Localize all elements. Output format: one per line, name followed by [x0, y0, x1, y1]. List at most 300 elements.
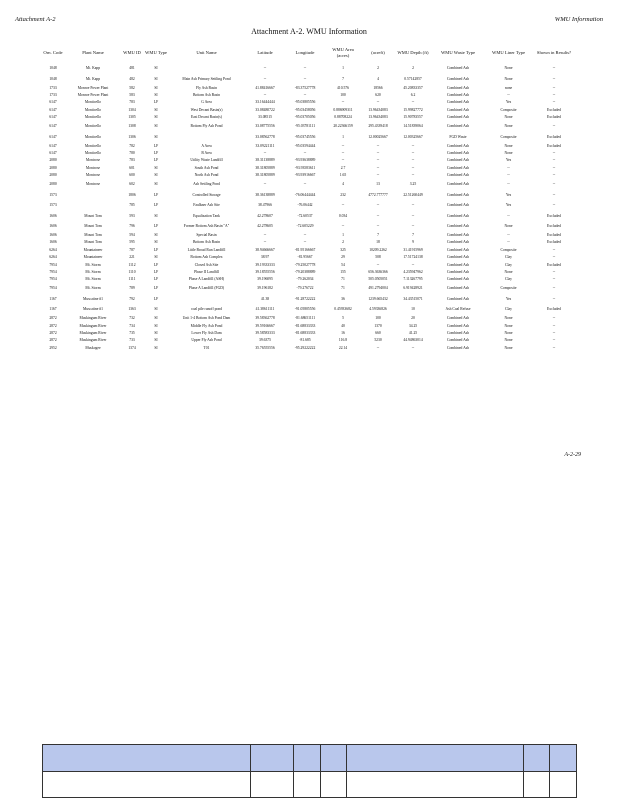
table-cell: --	[552, 255, 556, 260]
table-cell: Mt. Storm	[85, 277, 101, 282]
empty-cell	[347, 772, 523, 798]
column-header: Latitude	[257, 49, 273, 55]
table-row	[40, 63, 576, 74]
table-cell: LF	[153, 277, 159, 282]
table-cell: -95.03705056	[294, 115, 316, 120]
table-cell: 6147	[49, 107, 57, 112]
table-cell: 0.886909311	[333, 107, 353, 112]
table-cell: 40	[341, 323, 345, 328]
table-row	[40, 231, 576, 238]
table-cell: 22.14	[338, 345, 348, 350]
table-cell: Closed Ash Site	[194, 262, 219, 267]
table-cell: None	[504, 338, 513, 343]
table-cell: SI	[154, 173, 158, 178]
table-row	[40, 322, 576, 329]
table-row	[40, 210, 576, 221]
table-cell: Mountaineer	[83, 247, 103, 252]
table-header-row	[40, 46, 576, 63]
table-cell: Yes	[505, 296, 512, 301]
table-cell: None	[504, 330, 513, 335]
table-cell: Combined Ash	[446, 92, 470, 97]
table-cell: 29	[341, 255, 345, 260]
table-cell: 100	[375, 316, 381, 321]
table-cell: 34.25	[408, 323, 418, 328]
table-cell: --	[411, 345, 415, 350]
table-cell: 582	[129, 85, 135, 90]
table-cell: Composite	[500, 107, 517, 112]
column-header: WMU Type	[145, 49, 167, 55]
table-cell: Combined Ash	[446, 165, 470, 170]
table-cell: Muskogee	[85, 345, 101, 350]
table-cell: 33.08480722	[255, 107, 275, 112]
table-cell: coal pile runoff pond	[191, 307, 222, 312]
table-cell: 7954	[49, 277, 57, 282]
table-cell: 5	[342, 316, 344, 321]
table-cell: Composite	[500, 134, 517, 139]
table-cell: West Decant Basin(s)	[190, 107, 223, 112]
table-cell: Upper Fly Ash Pond	[191, 338, 222, 343]
table-cell: Special Basin	[196, 232, 217, 237]
table-cell: 2872	[49, 316, 57, 321]
table-cell: 6147	[49, 134, 57, 139]
table-cell: Combined Ash	[446, 232, 470, 237]
table-row	[40, 200, 576, 211]
table-cell: --	[507, 173, 510, 178]
table-cell: 155	[340, 269, 346, 274]
table-cell: 38.31138889	[255, 158, 275, 163]
table-cell: 789	[129, 286, 135, 291]
table-cell: --	[552, 85, 556, 90]
table-cell: --	[341, 203, 345, 208]
table-cell: 44.94863014	[403, 338, 423, 343]
table-cell: -81.95667	[297, 255, 313, 260]
table-cell: 10	[411, 307, 415, 312]
table-row	[40, 268, 576, 275]
table-cell: 41.25	[408, 330, 418, 335]
table-cell: Monticello	[84, 150, 102, 155]
table-cell: -93.93638889	[294, 158, 316, 163]
table-cell: Excluded	[547, 134, 561, 139]
table-cell: 3.25	[409, 182, 417, 187]
table-cell: Montrose	[85, 182, 101, 187]
column-header: Plant Name	[82, 49, 104, 55]
table-cell: --	[376, 143, 380, 148]
table-cell: 7	[342, 76, 344, 81]
table-row	[40, 189, 576, 200]
table-cell: Yes	[505, 192, 512, 197]
table-body	[40, 63, 576, 352]
table-cell: --	[552, 182, 556, 187]
table-cell: Composite	[500, 247, 517, 252]
table-cell: Excluded	[547, 232, 561, 237]
table-cell: Combined Ash	[446, 269, 470, 274]
table-cell: 1308	[128, 124, 136, 129]
table-cell: --	[507, 92, 510, 97]
table-cell: Excluded	[547, 213, 561, 218]
table-cell: 5230	[374, 338, 382, 343]
table-cell: SI	[154, 338, 158, 343]
table-cell: 232	[340, 192, 346, 197]
table-cell: 2	[377, 66, 379, 71]
table-cell: Muskingum River	[79, 330, 107, 335]
table-cell: 39.58362778	[255, 316, 275, 321]
table-cell: 1606	[49, 224, 57, 229]
table-cell: Combined Ash	[446, 286, 470, 291]
table-cell: --	[376, 100, 380, 105]
table-cell: Excluded	[547, 143, 561, 148]
table-cell: Fly Ash Basin	[196, 85, 217, 90]
table-cell: 39.18555556	[255, 269, 275, 274]
table-cell: 7954	[49, 269, 57, 274]
table-cell: Excluded	[547, 262, 561, 267]
table-cell: FGD Waste	[449, 134, 467, 139]
table-cell: --	[411, 100, 415, 105]
table-cell: --	[263, 76, 267, 81]
table-cell: 10209.2262	[369, 247, 387, 252]
table-cell: --	[552, 277, 556, 282]
table-row	[40, 172, 576, 179]
table-row	[40, 157, 576, 164]
table-cell: 583	[129, 92, 135, 97]
table-cell: --	[376, 150, 380, 155]
table-cell: SI	[154, 316, 158, 321]
table-cell: -95.03594444	[294, 143, 316, 148]
table-cell: 2	[342, 240, 344, 245]
header-cell	[320, 745, 347, 772]
table-cell: --	[507, 165, 510, 170]
table-cell: --	[411, 224, 415, 229]
table-row	[40, 337, 576, 344]
table-cell: Mt. Storm	[85, 269, 101, 274]
table-cell: Montrose	[85, 165, 101, 170]
table-cell: None	[504, 224, 513, 229]
table-cell: Mt. Kapp	[85, 76, 101, 81]
table-cell: 602	[129, 182, 135, 187]
table-cell: SI	[154, 165, 158, 170]
table-cell: --	[376, 158, 380, 163]
table-row	[40, 142, 576, 149]
table-cell: Yes	[505, 158, 512, 163]
table-cell: 792	[129, 296, 135, 301]
table-cell: Mount Tom	[84, 240, 102, 245]
table-cell: Combined Ash	[446, 66, 470, 71]
next-page-table-header	[42, 744, 577, 798]
table-cell: 15.90783557	[403, 115, 423, 120]
table-cell: Mt. Storm	[85, 262, 101, 267]
table-cell: LF	[153, 158, 159, 163]
table-cell: G Area	[201, 100, 212, 105]
table-cell: --	[507, 232, 510, 237]
table-cell: Montrose	[85, 173, 101, 178]
column-header: Shown in Results?	[536, 49, 572, 55]
table-cell: Clay	[505, 307, 512, 312]
table-cell: 12.00325667	[403, 134, 423, 139]
table-cell: --	[552, 100, 556, 105]
table-cell: --	[341, 150, 345, 155]
table-cell: 33.08515	[258, 115, 272, 120]
table-cell: --	[411, 203, 415, 208]
table-cell: --	[552, 150, 556, 155]
table-row	[40, 221, 576, 232]
table-cell: 39.6375	[259, 338, 271, 343]
table-cell: 116.8	[338, 338, 348, 343]
table-cell: LF	[153, 192, 159, 197]
table-cell: --	[552, 330, 556, 335]
table-cell: Combined Ash	[446, 85, 470, 90]
table-cell: Combined Ash	[446, 192, 470, 197]
table-cell: 783	[129, 158, 135, 163]
table-cell: 6.919428921	[403, 286, 423, 291]
table-cell: -79.276722	[296, 286, 314, 291]
table-cell: Combined Ash	[446, 345, 470, 350]
table-cell: 39.196182	[257, 286, 273, 291]
table-cell: Combined Ash	[446, 224, 470, 229]
table-cell: SI	[154, 182, 158, 187]
table-cell: 1305	[128, 115, 136, 120]
table-cell: 2080	[49, 173, 57, 178]
table-cell: 18	[376, 240, 380, 245]
table-cell: 734	[129, 323, 135, 328]
table-cell: 4	[377, 76, 379, 81]
table-cell: None	[504, 269, 513, 274]
table-cell: Muscatine #1	[83, 307, 103, 312]
table-cell: 295.4339418	[368, 124, 388, 129]
table-cell: --	[376, 203, 380, 208]
table-cell: 1306	[128, 134, 136, 139]
table-cell: --	[507, 182, 510, 187]
table-row	[40, 304, 576, 315]
table-cell: LF	[153, 262, 159, 267]
table-cell: Clay	[505, 262, 512, 267]
table-cell: Combined Ash	[446, 203, 470, 208]
table-cell: --	[552, 316, 556, 321]
table-cell: Muscatine #1	[83, 296, 103, 301]
table-cell: Combined Ash	[446, 150, 470, 155]
table-cell: 39.58583333	[255, 330, 275, 335]
table-cell: 7.113267795	[403, 277, 423, 282]
table-cell: -79.25027778	[294, 262, 316, 267]
table-cell: 7	[377, 232, 379, 237]
table-cell: --	[507, 213, 510, 218]
table-cell: Combined Ash	[446, 124, 470, 129]
table-cell: --	[507, 240, 510, 245]
table-cell: None	[504, 316, 513, 321]
table-cell: --	[341, 158, 345, 163]
table-cell: Phase II Landfill	[194, 269, 219, 274]
table-cell: --	[376, 213, 380, 218]
table-cell: Combined Ash	[446, 316, 470, 321]
table-cell: --	[411, 213, 415, 218]
table-cell	[168, 131, 245, 142]
table-cell: 17.51724138	[403, 255, 423, 260]
table-row	[40, 121, 576, 132]
table-cell: Combined Ash	[446, 330, 470, 335]
table-cell: 1806	[128, 192, 136, 197]
table-cell: None	[504, 323, 513, 328]
table-cell: 2080	[49, 182, 57, 187]
table-cell: LF	[153, 143, 159, 148]
running-header-left: Attachment A-2	[15, 16, 56, 23]
table-cell: --	[552, 296, 556, 301]
table-cell: Monticello	[84, 143, 102, 148]
table-cell	[168, 294, 245, 305]
table-cell: 660	[375, 330, 381, 335]
table-cell: 735	[129, 330, 135, 335]
table-cell: Utility Waste Landfill	[190, 158, 223, 163]
table-cell: 38.94666667	[255, 247, 275, 252]
table-cell: B Area	[201, 150, 212, 155]
table-cell: Monticello	[84, 100, 102, 105]
table-cell: SI	[154, 124, 158, 129]
table-cell: 1111	[128, 277, 136, 282]
header-cell	[523, 745, 550, 772]
table-cell: Clay	[505, 255, 512, 260]
table-cell: 7954	[49, 286, 57, 291]
empty-cell	[293, 772, 320, 798]
table-cell: Ash Settling Pond	[193, 182, 220, 187]
table-cell: Controlled Storage	[192, 192, 221, 197]
table-cell: 1048	[49, 66, 57, 71]
table-cell: Muskingum River	[79, 323, 107, 328]
table-cell: -91.28722222	[294, 296, 316, 301]
table-cell: A Area	[201, 143, 212, 148]
table-cell: 7	[412, 232, 414, 237]
table-row	[40, 74, 576, 85]
column-header: (acreft)	[371, 49, 385, 55]
table-cell: --	[411, 173, 415, 178]
table-cell: --	[376, 173, 380, 178]
table-cell: Monticello	[84, 134, 102, 139]
empty-row	[43, 772, 577, 798]
table-cell: 6147	[49, 150, 57, 155]
table-cell: --	[411, 150, 415, 155]
table-cell: Bottom Fly Ash Pond	[190, 124, 223, 129]
table-cell: Combined Ash	[446, 158, 470, 163]
table-cell: -79.262034	[296, 277, 314, 282]
table-row	[40, 246, 576, 253]
table-cell: Monticello	[84, 107, 102, 112]
table-cell: 600	[129, 173, 135, 178]
table-cell: Mount Tom	[84, 232, 102, 237]
table-cell: 2872	[49, 330, 57, 335]
table-cell: 1733	[49, 92, 57, 97]
table-cell: --	[552, 124, 556, 129]
table-cell: LF	[153, 296, 159, 301]
table-cell: Combined Ash	[446, 173, 470, 178]
table-cell: --	[303, 232, 307, 237]
table-cell: 2080	[49, 165, 57, 170]
table-cell: Main Ash Primary Settling Pond	[182, 76, 231, 81]
table-cell: 4.235947962	[403, 269, 423, 274]
table-cell: 41.88416667	[255, 85, 275, 90]
table-cell: --	[376, 345, 380, 350]
empty-cell	[550, 772, 577, 798]
table-cell: --	[303, 66, 307, 71]
table-cell: Combined Ash	[446, 296, 470, 301]
table-cell: 45.20833357	[403, 85, 423, 90]
table-cell: --	[263, 240, 267, 245]
table-cell: 20.22366159	[333, 124, 353, 129]
table-cell: --	[263, 66, 267, 71]
table-cell: 1112	[128, 262, 136, 267]
table-cell: 71	[341, 286, 345, 291]
table-cell: 732	[129, 316, 135, 321]
table-cell: SI	[154, 134, 158, 139]
table-cell: -95.03745556	[294, 134, 316, 139]
table-cell: 1606	[49, 213, 57, 218]
table-cell: Excluded	[547, 307, 561, 312]
table-cell: None	[504, 345, 513, 350]
table-cell: -72.605229	[296, 224, 314, 229]
table-cell: Excluded	[547, 107, 561, 112]
table-cell: 601	[129, 165, 135, 170]
table-cell: Equalization Tank	[193, 213, 220, 218]
table-cell: 39.59166667	[255, 323, 275, 328]
table-cell: Combined Ash	[446, 277, 470, 282]
table-cell: 780	[129, 150, 135, 155]
table-cell: Monticello	[84, 124, 102, 129]
column-header: WMU Area (acres)	[332, 47, 354, 58]
table-row	[40, 261, 576, 268]
table-cell: --	[411, 262, 415, 267]
table-cell: -95.03458056	[294, 107, 316, 112]
table-cell: Mount Tom	[84, 224, 102, 229]
table-cell: Yes	[505, 100, 512, 105]
table-cell: 38.47966	[258, 203, 272, 208]
table-cell: Phase A Landfill (FGD)	[188, 286, 225, 291]
empty-cell	[320, 772, 347, 798]
table-cell: Excluded	[547, 224, 561, 229]
table-cell: Bottom Ash Complex	[190, 255, 223, 260]
table-cell: Combined Ash	[446, 115, 470, 120]
table-cell: --	[376, 262, 380, 267]
empty-cell	[251, 772, 294, 798]
table-cell: SI	[154, 92, 158, 97]
table-cell: 54	[341, 262, 345, 267]
table-cell: 325	[340, 247, 346, 252]
table-cell: 2080	[49, 158, 57, 163]
table-cell: 2872	[49, 338, 57, 343]
table-cell: 34.43515071	[403, 296, 423, 301]
table-cell: SI	[154, 107, 158, 112]
table-cell: None	[504, 143, 513, 148]
table-cell: SI	[154, 115, 158, 120]
table-cell: 491.2794004	[368, 286, 388, 291]
table-cell: 482	[129, 76, 135, 81]
table-cell: 33.09221111	[255, 143, 275, 148]
table-row	[40, 131, 576, 142]
table-cell: 38.36138889	[255, 192, 275, 197]
table-cell: 796	[129, 224, 135, 229]
table-cell: --	[552, 345, 556, 350]
table-cell: Bottom Ash Basin	[192, 240, 221, 245]
table-cell: Mt. Kapp	[85, 66, 101, 71]
table-cell: 38.31805889	[255, 165, 275, 170]
table-cell: 4	[342, 182, 344, 187]
table-cell: --	[376, 165, 380, 170]
table-cell: 1606	[49, 232, 57, 237]
table-cell: 6264	[49, 247, 57, 252]
table-cell: 1048	[49, 76, 57, 81]
table-cell: 41.38611111	[255, 307, 275, 312]
table-cell: SI	[154, 345, 158, 350]
table-cell: Combined Ash	[446, 240, 470, 245]
table-cell: -95.03781111	[294, 124, 316, 129]
header-cell	[347, 745, 523, 772]
table-row	[40, 99, 576, 106]
table-cell: 1733	[49, 85, 57, 90]
table-row	[40, 254, 576, 261]
